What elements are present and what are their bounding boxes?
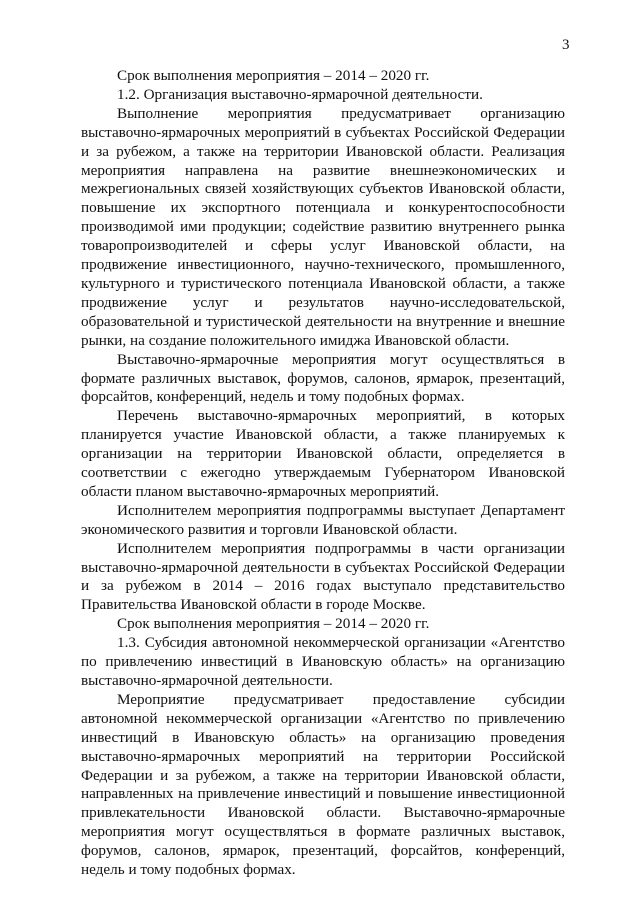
term-line-1: Срок выполнения мероприятия – 2014 – 2020 гг. [117, 67, 430, 84]
term-line-2: Срок выполнения мероприятия – 2014 – 2020 гг. [117, 615, 430, 633]
paragraph-description-1-2: Выполнение мероприятия предусматривает организацию выставочно-ярмарочных мероприятий в субъектах Российской Федерации и за рубежом, а также на территории Ивановской области. Реализация мероприятия направлена на развитие внешнеэкономических и межрегиональных связей хозяйствующих субъектов Ивановской области, повышение их экспортного потенциала и конкурентоспособности производимой ими продукции; содействие развитию внутреннего рынка товаропроизводителей и сферы услуг Ивановской области, на продвижение инвестиционного, научно-технического, промышленного, культурного и туристического потенциала Ивановской области, а также продвижение услуг и результатов научно-исследовательской, образовательной и туристической деятельности на внутренние и внешние рынки, на создание положительного имиджа Ивановской области. [81, 104, 565, 349]
document-body [81, 67, 565, 880]
paragraph-executor-moscow: Исполнителем мероприятия подпрограммы в части организации выставочно-ярмарочной деятельности в субъектах Российской Федерации и за рубежом в 2014 – 2016 годах выступало представительство Правительства Ивановской области в городе Москве. [81, 539, 565, 614]
page-number: 3 [562, 37, 570, 53]
section-heading-1-3: 1.3. Субсидия автономной некоммерческой организации «Агентство по привлечению инвестиций в Ивановскую область» на организацию выставочно-ярмарочной деятельности. [81, 634, 565, 689]
paragraph-formats: Выставочно-ярмарочные мероприятия могут осуществляться в формате различных выставок, форумов, салонов, ярмарок, презентаций, форсайтов, конференций, недель и тому подобных формах. [81, 350, 565, 406]
paragraph-description-1-3: Мероприятие предусматривает предоставление субсидии автономной некоммерческой организации «Агентство по привлечению инвестиций в Ивановскую область» на организацию проведения выставочно-ярмарочных мероприятий на территории Российской Федерации и за рубежом, а также на территории Ивановской области, направленных на привлечение инвестиций и повышение инвестиционной привлекательности Ивановской области. Выставочно-ярмарочные мероприятия могут осуществляться в формате различных выставок, форумов, салонов, ярмарок, презентаций, форсайтов, конференций, недель и тому подобных формах. [81, 690, 565, 879]
paragraph-executor: Исполнителем мероприятия подпрограммы выступает Департамент экономического развития и торговли Ивановской области. [81, 501, 565, 538]
paragraph-events-list: Перечень выставочно-ярмарочных мероприятий, в которых планируется участие Ивановской области, а также планируемых к организации на территории Ивановской области, определяется в соответствии с ежегодно утверждаемым Губернатором Ивановской области планом выставочно-ярмарочных мероприятий. [81, 407, 565, 500]
section-heading-1-2: 1.2. Организация выставочно-ярмарочной деятельности. [117, 85, 483, 103]
